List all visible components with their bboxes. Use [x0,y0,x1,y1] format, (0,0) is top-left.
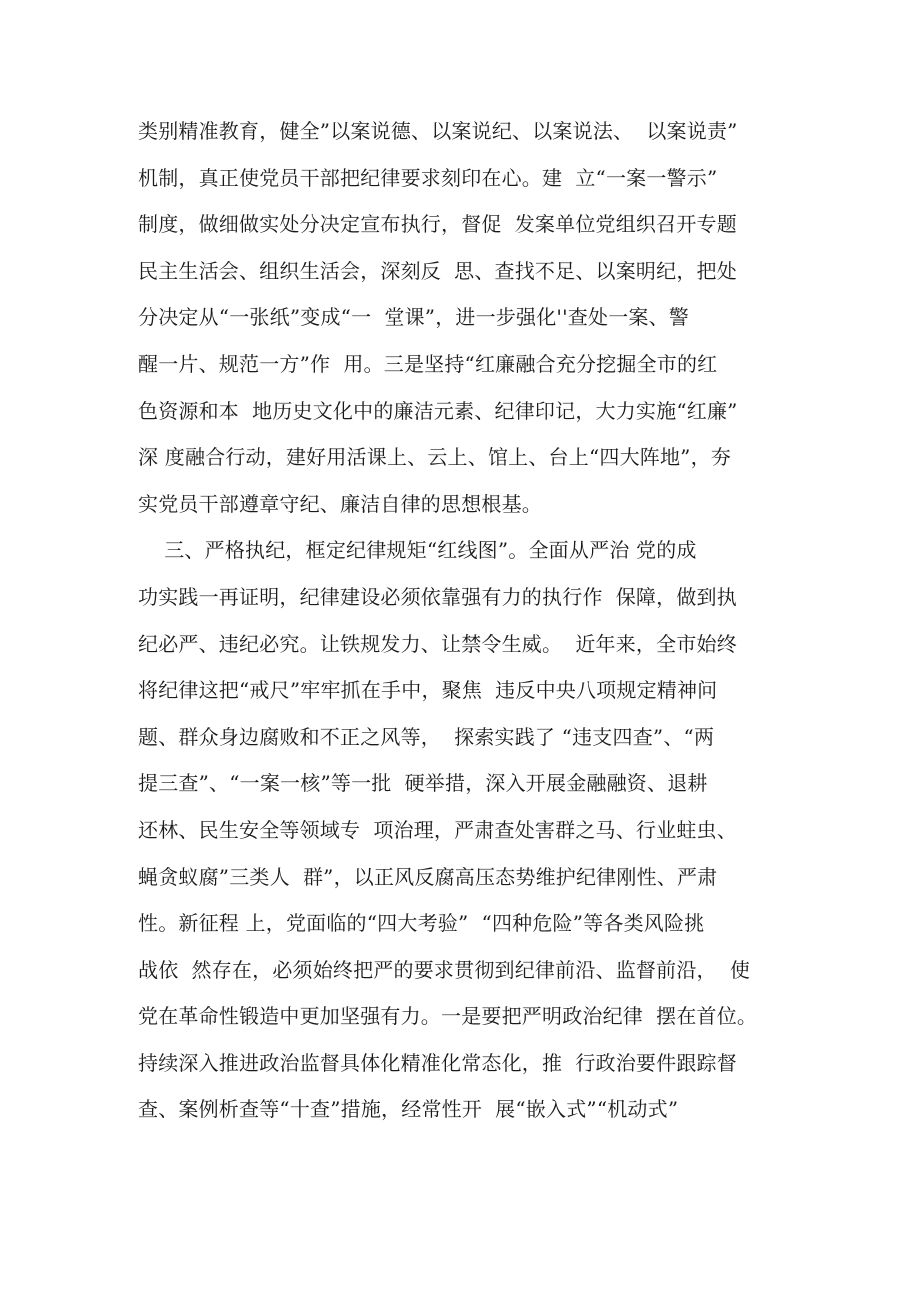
text-line: 持续深入推进政治监督具体化精准化常态化，推 行政治要件跟踪督 [138,1050,737,1075]
text-line: 将纪律这把“戒尺”牢牢抓在手中，聚焦 违反中央八项规定精神问 [138,678,718,703]
text-line: 制度，做细做实处分决定宣布执行，督促 发案单位党组织召开专题 [138,212,737,237]
text-line: 党在革命性锻造中更加坚强有力。一是要把严明政治纪律 摆在首位。 [138,1004,758,1029]
body-text [138,108,788,1133]
text-line: 还林、民生安全等领域专 项治理，严肃查处害群之马、行业蛀虫、 [138,817,737,842]
text-line: 查、案例析查等“十查”措施，经常性开 展“嵌入式”“机动式” [138,1097,679,1122]
text-line: 战依 然存在，必须始终把严的要求贯彻到纪律前沿、监督前沿， 使 [138,957,751,982]
text-line: 分决定从“一张纸”变成“一 堂课”，进一步强化''查处一案、警 [138,305,690,330]
text-line: 提三查”、“一案一核”等一批 硬举措，深入开展金融融资、退耕 [138,771,708,796]
text-line: 色资源和本 地历史文化中的廉洁元素、纪律印记，大力实施“红廉” [138,398,738,423]
text-line: 性。新征程 上，党面临的“四大考验” “四种危险”等各类风险挑 [138,911,705,936]
text-line: 题、群众身边腐败和不正之风等， 探索实践了 “违支四查”、“两 [138,724,715,749]
text-line: 功实践一再证明，纪律建设必须依靠强有力的执行作 保障，做到执 [138,584,737,609]
text-line: 深 度融合行动，建好用活课上、云上、馆上、台上“四大阵地”，夯 [138,445,732,470]
text-line: 民主生活会、组织生活会，深刻反 思、查找不足、以案明纪，把处 [138,258,737,283]
section-heading-line: 三、严格执纪，框定纪律规矩“红线图”。全面从严治 党的成 [138,538,697,563]
text-line: 实党员干部遵章守纪、廉洁自律的思想根基。 [138,491,542,516]
text-line: 纪必严、违纪必究。让铁规发力、让禁令生威。 近年来，全市始终 [138,631,737,656]
text-line: 类别精准教育，健全”以案说德、以案说纪、以案说法、 以案说责” [138,119,738,143]
text-line: 机制，真正使党员干部把纪律要求刻印在心。建 立“一案一警示” [138,165,718,190]
text-line: 蝇贪蚁腐”三类人 群”，以正风反腐高压态势维护纪律刚性、严肃 [138,864,718,889]
text-line: 醒一片、规范一方”作 用。三是坚持“红廉融合充分挖掘全市的红 [138,351,718,376]
